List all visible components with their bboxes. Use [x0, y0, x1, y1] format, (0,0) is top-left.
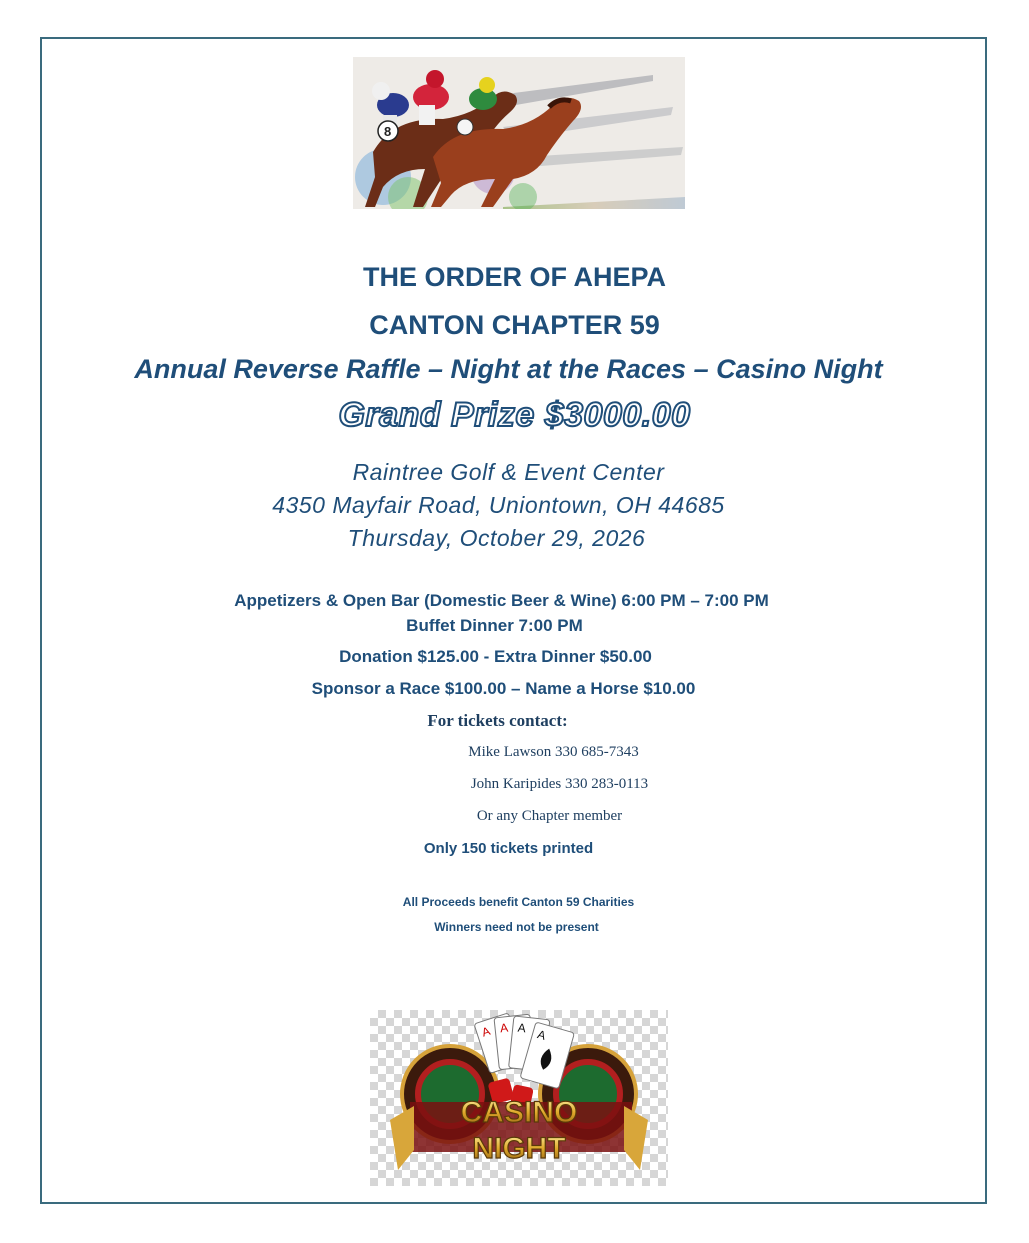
svg-text:A: A: [535, 1027, 548, 1043]
svg-text:8: 8: [384, 124, 392, 139]
horse-racing-illustration: [353, 57, 685, 209]
appetizers-info: Appetizers & Open Bar (Domestic Beer & Wine) 6:00 PM – 7:00 PM: [234, 591, 769, 610]
logo-line2: NIGHT: [472, 1132, 566, 1165]
svg-text:A: A: [517, 1020, 527, 1036]
casino-night-logo: [370, 1010, 668, 1186]
venue-address: 4350 Mayfair Road, Uniontown, OH 44685: [272, 492, 725, 518]
svg-text:A: A: [479, 1023, 492, 1040]
event-title: Annual Reverse Raffle – Night at the Races – Casino Night: [134, 354, 883, 384]
proceeds-note: All Proceeds benefit Canton 59 Charities: [402, 895, 635, 909]
dinner-info: Buffet Dinner 7:00 PM: [406, 616, 583, 635]
org-title: THE ORDER OF AHEPA: [362, 262, 666, 292]
svg-text:A: A: [499, 1020, 509, 1036]
event-date: Thursday, October 29, 2026: [347, 525, 646, 551]
contact-person: Or any Chapter member: [476, 808, 623, 824]
sponsor-info: Sponsor a Race $100.00 – Name a Horse $10.00: [311, 679, 696, 698]
contact-person: John Karipides 330 283-0113: [470, 776, 649, 792]
winners-note: Winners need not be present: [434, 920, 599, 934]
grand-prize: Grand Prize $3000.00: [338, 396, 691, 434]
chapter-title: CANTON CHAPTER 59: [369, 310, 660, 340]
tickets-note: Only 150 tickets printed: [423, 840, 594, 857]
logo-line1: CASINO: [460, 1096, 578, 1129]
contact-heading: For tickets contact:: [427, 711, 568, 730]
donation-info: Donation $125.00 - Extra Dinner $50.00: [339, 647, 652, 666]
venue-name: Raintree Golf & Event Center: [352, 459, 665, 485]
contact-person: Mike Lawson 330 685-7343: [468, 744, 639, 760]
